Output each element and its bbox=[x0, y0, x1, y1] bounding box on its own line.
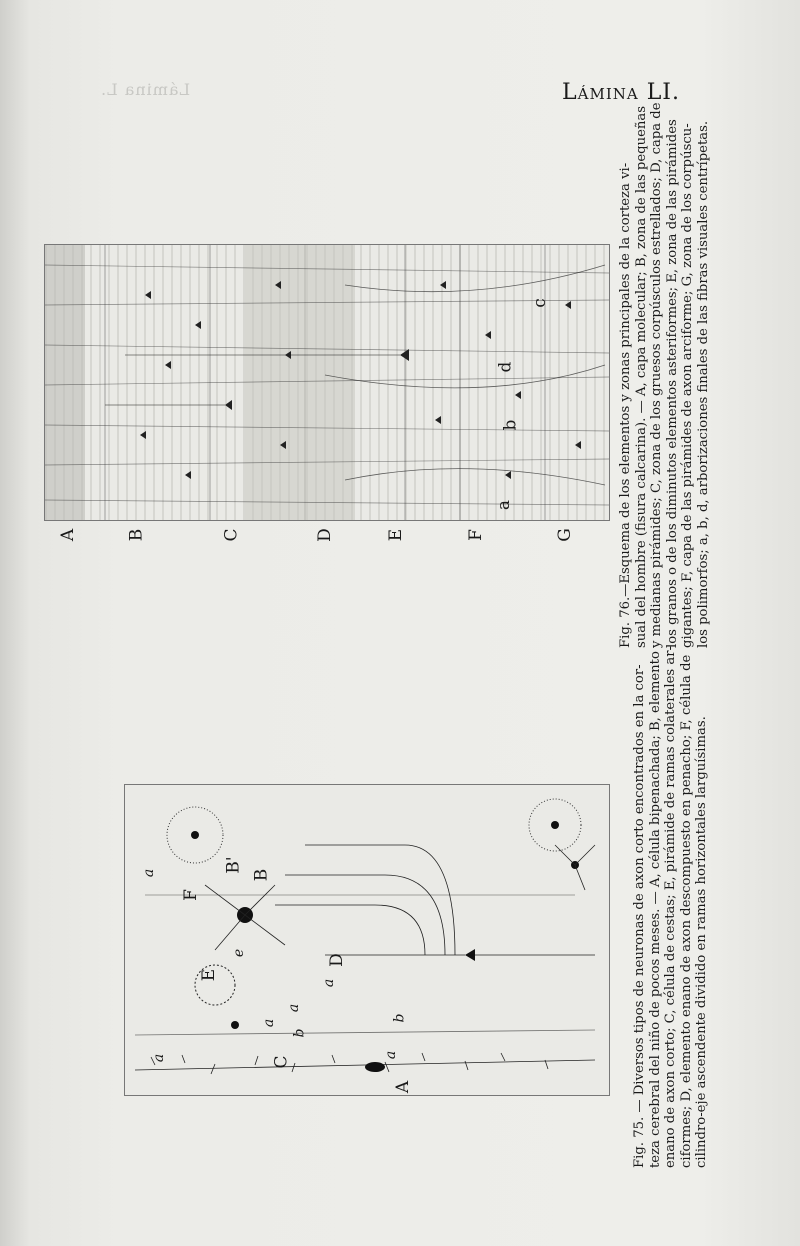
cell-label-F: F bbox=[180, 889, 201, 901]
caption-75-line-1: Fig. 75. — Diversos tipos de neuronas de axon corto encontrados en la cor- bbox=[632, 664, 647, 1168]
cell-label-a-4: a bbox=[261, 1018, 278, 1028]
layer-label-D: D bbox=[314, 528, 335, 542]
marker-d: d bbox=[495, 361, 516, 373]
cell-label-b-2: b bbox=[291, 1028, 308, 1038]
caption-76-line-4: los granos o de los diminutos elementos asteriformes; E, zona de las pirámides bbox=[664, 119, 680, 648]
caption-75-line-3: enano de axon corto; C, célula de cestas; E, pirámide de ramas colaterales ar- bbox=[663, 646, 678, 1168]
layer-label-E: E bbox=[386, 528, 407, 542]
cell-label-a-2: a bbox=[321, 978, 338, 988]
caption-76-line-3: y medianas pirámides; C, zona de los gruesos corpúsculos estrellados; D, capa de bbox=[649, 102, 664, 648]
cell-label-C: C bbox=[271, 1055, 292, 1069]
plate-title-text: Lámina LI. bbox=[562, 80, 680, 105]
cell-label-b-1: b bbox=[391, 1013, 408, 1023]
caption-76-line-5: gigantes; F, capa de las pirámides de axon arciforme; G, zona de los corpúscu- bbox=[680, 123, 695, 648]
layer-label-F: F bbox=[465, 529, 486, 541]
figure-76-illustration bbox=[45, 245, 609, 520]
cell-label-A: A bbox=[393, 1080, 414, 1094]
figure-76-caption bbox=[618, 102, 711, 648]
cell-label-a-3: a bbox=[286, 1003, 303, 1013]
cell-label-B-prime: B' bbox=[223, 856, 244, 874]
cell-label-a-6: a bbox=[141, 868, 158, 878]
layer-label-C: C bbox=[221, 528, 242, 542]
bleed-through-title: Lámina L. bbox=[100, 80, 191, 99]
marker-c: c bbox=[529, 298, 550, 308]
figure-76-visual-cortex-diagram bbox=[44, 244, 610, 521]
caption-76-line-6: los polimorfos; a, b, d, arborizaciones finales de las fibras visuales centrípetas. bbox=[695, 120, 711, 648]
figure-75-neuron-types bbox=[124, 784, 610, 1096]
cell-label-a-1: a bbox=[383, 1050, 400, 1060]
marker-a: a bbox=[494, 499, 515, 511]
caption-75-line-4: ciformes; D, elemento enano de axon descompuesto en penacho; F, célula de bbox=[678, 654, 694, 1168]
caption-76-line-1: Fig. 76.—Esquema de los elementos y zonas principales de la corteza vi- bbox=[618, 162, 633, 648]
cell-A-body bbox=[365, 1062, 385, 1072]
cell-label-E: E bbox=[199, 968, 220, 982]
cell-label-B: B bbox=[251, 868, 272, 882]
caption-76-line-2: sual del hombre (fisura calcarina). — A, capa molecular; B, zona de las pequeñas bbox=[633, 105, 649, 648]
layer-label-G: G bbox=[554, 528, 575, 542]
figure-75-caption bbox=[632, 646, 710, 1168]
layer-label-A: A bbox=[58, 528, 79, 542]
cell-label-e: e bbox=[231, 948, 248, 958]
caption-75-line-5: cilindro-eje ascendente dividido en ramas horizontales larguísimas. bbox=[694, 716, 709, 1168]
cell-label-D: D bbox=[326, 953, 347, 967]
layer-label-B: B bbox=[126, 528, 147, 542]
figure-75-illustration bbox=[125, 785, 609, 1095]
caption-75-line-2: teza cerebral del niño de pocos meses. — A, célula bipenachada; B, elemento bbox=[647, 651, 663, 1168]
cell-label-a-5: a bbox=[151, 1053, 168, 1063]
marker-b: b bbox=[500, 419, 521, 431]
